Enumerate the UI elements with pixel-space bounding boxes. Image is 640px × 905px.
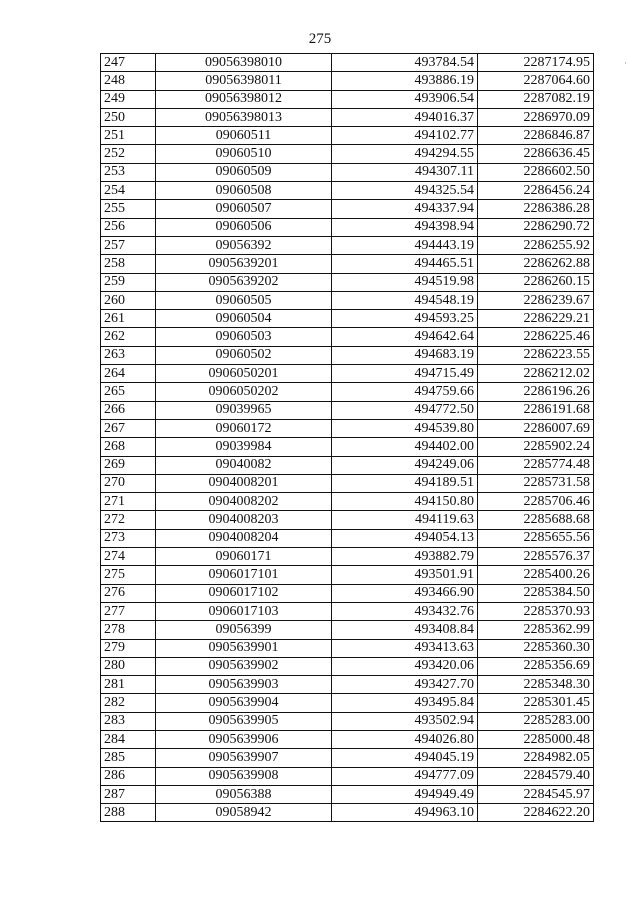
y-coordinate-cell: 2284579.40	[478, 767, 594, 785]
y-coordinate-cell: 2284982.05	[478, 749, 594, 767]
y-coordinate-cell: 2286191.68	[478, 401, 594, 419]
y-coordinate-cell: 2285348.30	[478, 676, 594, 694]
row-number-cell: 270	[101, 474, 156, 492]
row-number-cell: 272	[101, 511, 156, 529]
table-row	[101, 511, 594, 529]
row-number-cell: 262	[101, 328, 156, 346]
point-code-cell: 09056388	[156, 785, 332, 803]
point-code-cell: 09040082	[156, 456, 332, 474]
table-row	[101, 785, 594, 803]
y-coordinate-cell: 2285362.99	[478, 621, 594, 639]
table-row	[101, 401, 594, 419]
coordinates-table-body	[101, 54, 594, 822]
row-number-cell: 267	[101, 419, 156, 437]
x-coordinate-cell: 494026.80	[332, 730, 478, 748]
x-coordinate-cell: 494963.10	[332, 804, 478, 822]
row-number-cell: 283	[101, 712, 156, 730]
y-coordinate-cell: 2285301.45	[478, 694, 594, 712]
y-coordinate-cell: 2286212.02	[478, 365, 594, 383]
point-code-cell: 0905639906	[156, 730, 332, 748]
table-row	[101, 694, 594, 712]
x-coordinate-cell: 494642.64	[332, 328, 478, 346]
table-row	[101, 236, 594, 254]
table-row	[101, 365, 594, 383]
table-row	[101, 346, 594, 364]
table-row	[101, 639, 594, 657]
x-coordinate-cell: 494119.63	[332, 511, 478, 529]
point-code-cell: 09060508	[156, 182, 332, 200]
table-row	[101, 54, 594, 72]
row-number-cell: 263	[101, 346, 156, 364]
point-code-cell: 0905639904	[156, 694, 332, 712]
table-row	[101, 456, 594, 474]
x-coordinate-cell: 494548.19	[332, 291, 478, 309]
x-coordinate-cell: 494949.49	[332, 785, 478, 803]
point-code-cell: 0905639903	[156, 676, 332, 694]
y-coordinate-cell: 2286636.45	[478, 145, 594, 163]
y-coordinate-cell: 2287174.95	[478, 54, 594, 72]
x-coordinate-cell: 493413.63	[332, 639, 478, 657]
table-row	[101, 438, 594, 456]
table-row	[101, 804, 594, 822]
row-number-cell: 254	[101, 182, 156, 200]
x-coordinate-cell: 494102.77	[332, 127, 478, 145]
table-row	[101, 163, 594, 181]
y-coordinate-cell: 2286456.24	[478, 182, 594, 200]
y-coordinate-cell: 2286262.88	[478, 255, 594, 273]
x-coordinate-cell: 493427.70	[332, 676, 478, 694]
row-number-cell: 269	[101, 456, 156, 474]
table-row	[101, 218, 594, 236]
row-number-cell: 265	[101, 383, 156, 401]
y-coordinate-cell: 2285688.68	[478, 511, 594, 529]
point-code-cell: 0906050202	[156, 383, 332, 401]
row-number-cell: 249	[101, 90, 156, 108]
x-coordinate-cell: 494045.19	[332, 749, 478, 767]
row-number-cell: 273	[101, 529, 156, 547]
point-code-cell: 09056398010	[156, 54, 332, 72]
row-number-cell: 260	[101, 291, 156, 309]
point-code-cell: 0906050201	[156, 365, 332, 383]
y-coordinate-cell: 2285356.69	[478, 657, 594, 675]
x-coordinate-cell: 494016.37	[332, 108, 478, 126]
row-number-cell: 268	[101, 438, 156, 456]
x-coordinate-cell: 494772.50	[332, 401, 478, 419]
y-coordinate-cell: 2285731.58	[478, 474, 594, 492]
y-coordinate-cell: 2286229.21	[478, 310, 594, 328]
point-code-cell: 0904008203	[156, 511, 332, 529]
row-number-cell: 247	[101, 54, 156, 72]
x-coordinate-cell: 494307.11	[332, 163, 478, 181]
y-coordinate-cell: 2285706.46	[478, 493, 594, 511]
x-coordinate-cell: 494465.51	[332, 255, 478, 273]
point-code-cell: 0906017102	[156, 584, 332, 602]
x-coordinate-cell: 494759.66	[332, 383, 478, 401]
x-coordinate-cell: 494593.25	[332, 310, 478, 328]
point-code-cell: 09056398013	[156, 108, 332, 126]
y-coordinate-cell: 2286239.67	[478, 291, 594, 309]
row-number-cell: 261	[101, 310, 156, 328]
x-coordinate-cell: 493495.84	[332, 694, 478, 712]
y-coordinate-cell: 2285370.93	[478, 602, 594, 620]
row-number-cell: 275	[101, 566, 156, 584]
x-coordinate-cell: 494777.09	[332, 767, 478, 785]
row-number-cell: 251	[101, 127, 156, 145]
row-number-cell: 256	[101, 218, 156, 236]
x-coordinate-cell: 494519.98	[332, 273, 478, 291]
table-row	[101, 602, 594, 620]
table-row	[101, 328, 594, 346]
point-code-cell: 0904008202	[156, 493, 332, 511]
row-number-cell: 253	[101, 163, 156, 181]
point-code-cell: 09060506	[156, 218, 332, 236]
x-coordinate-cell: 493784.54	[332, 54, 478, 72]
point-code-cell: 09060504	[156, 310, 332, 328]
row-number-cell: 282	[101, 694, 156, 712]
table-row	[101, 493, 594, 511]
scan-edge-mark: ·	[624, 58, 627, 68]
table-row	[101, 255, 594, 273]
point-code-cell: 09060502	[156, 346, 332, 364]
y-coordinate-cell: 2286970.09	[478, 108, 594, 126]
y-coordinate-cell: 2285400.26	[478, 566, 594, 584]
y-coordinate-cell: 2285384.50	[478, 584, 594, 602]
row-number-cell: 257	[101, 236, 156, 254]
y-coordinate-cell: 2285576.37	[478, 548, 594, 566]
y-coordinate-cell: 2286846.87	[478, 127, 594, 145]
x-coordinate-cell: 494054.13	[332, 529, 478, 547]
table-row	[101, 749, 594, 767]
point-code-cell: 0905639901	[156, 639, 332, 657]
table-row	[101, 474, 594, 492]
point-code-cell: 0906017101	[156, 566, 332, 584]
row-number-cell: 259	[101, 273, 156, 291]
table-row	[101, 584, 594, 602]
point-code-cell: 09060171	[156, 548, 332, 566]
coordinates-table	[100, 53, 594, 822]
row-number-cell: 280	[101, 657, 156, 675]
x-coordinate-cell: 494189.51	[332, 474, 478, 492]
row-number-cell: 278	[101, 621, 156, 639]
table-row	[101, 621, 594, 639]
x-coordinate-cell: 494325.54	[332, 182, 478, 200]
y-coordinate-cell: 2285000.48	[478, 730, 594, 748]
table-row	[101, 712, 594, 730]
row-number-cell: 284	[101, 730, 156, 748]
x-coordinate-cell: 493501.91	[332, 566, 478, 584]
x-coordinate-cell: 494249.06	[332, 456, 478, 474]
point-code-cell: 09060510	[156, 145, 332, 163]
table-row	[101, 730, 594, 748]
point-code-cell: 09060511	[156, 127, 332, 145]
point-code-cell: 0905639908	[156, 767, 332, 785]
y-coordinate-cell: 2285283.00	[478, 712, 594, 730]
y-coordinate-cell: 2286196.26	[478, 383, 594, 401]
x-coordinate-cell: 494443.19	[332, 236, 478, 254]
row-number-cell: 248	[101, 72, 156, 90]
table-row	[101, 108, 594, 126]
point-code-cell: 09056398011	[156, 72, 332, 90]
y-coordinate-cell: 2284545.97	[478, 785, 594, 803]
y-coordinate-cell: 2286225.46	[478, 328, 594, 346]
y-coordinate-cell: 2286260.15	[478, 273, 594, 291]
y-coordinate-cell: 2285774.48	[478, 456, 594, 474]
row-number-cell: 281	[101, 676, 156, 694]
point-code-cell: 09039984	[156, 438, 332, 456]
row-number-cell: 266	[101, 401, 156, 419]
table-row	[101, 548, 594, 566]
point-code-cell: 09060509	[156, 163, 332, 181]
y-coordinate-cell: 2284622.20	[478, 804, 594, 822]
table-row	[101, 566, 594, 584]
x-coordinate-cell: 493906.54	[332, 90, 478, 108]
point-code-cell: 0905639201	[156, 255, 332, 273]
y-coordinate-cell: 2285655.56	[478, 529, 594, 547]
point-code-cell: 09056399	[156, 621, 332, 639]
y-coordinate-cell: 2287064.60	[478, 72, 594, 90]
point-code-cell: 09060507	[156, 200, 332, 218]
row-number-cell: 255	[101, 200, 156, 218]
point-code-cell: 0906017103	[156, 602, 332, 620]
row-number-cell: 274	[101, 548, 156, 566]
x-coordinate-cell: 494150.80	[332, 493, 478, 511]
table-row	[101, 291, 594, 309]
row-number-cell: 288	[101, 804, 156, 822]
x-coordinate-cell: 493432.76	[332, 602, 478, 620]
point-code-cell: 0904008204	[156, 529, 332, 547]
point-code-cell: 09060503	[156, 328, 332, 346]
row-number-cell: 250	[101, 108, 156, 126]
table-row	[101, 182, 594, 200]
x-coordinate-cell: 494683.19	[332, 346, 478, 364]
point-code-cell: 09058942	[156, 804, 332, 822]
x-coordinate-cell: 494715.49	[332, 365, 478, 383]
table-row	[101, 273, 594, 291]
point-code-cell: 09056392	[156, 236, 332, 254]
table-row	[101, 767, 594, 785]
y-coordinate-cell: 2286386.28	[478, 200, 594, 218]
x-coordinate-cell: 494294.55	[332, 145, 478, 163]
x-coordinate-cell: 494337.94	[332, 200, 478, 218]
table-row	[101, 90, 594, 108]
x-coordinate-cell: 494402.00	[332, 438, 478, 456]
x-coordinate-cell: 493886.19	[332, 72, 478, 90]
row-number-cell: 271	[101, 493, 156, 511]
point-code-cell: 0905639202	[156, 273, 332, 291]
x-coordinate-cell: 493882.79	[332, 548, 478, 566]
table-row	[101, 676, 594, 694]
y-coordinate-cell: 2285902.24	[478, 438, 594, 456]
table-row	[101, 310, 594, 328]
y-coordinate-cell: 2286255.92	[478, 236, 594, 254]
table-row	[101, 657, 594, 675]
x-coordinate-cell: 494539.80	[332, 419, 478, 437]
x-coordinate-cell: 493466.90	[332, 584, 478, 602]
page-number: 275	[308, 31, 332, 47]
row-number-cell: 287	[101, 785, 156, 803]
table-row	[101, 529, 594, 547]
y-coordinate-cell: 2285360.30	[478, 639, 594, 657]
x-coordinate-cell: 493420.06	[332, 657, 478, 675]
x-coordinate-cell: 493408.84	[332, 621, 478, 639]
table-row	[101, 383, 594, 401]
x-coordinate-cell: 494398.94	[332, 218, 478, 236]
point-code-cell: 09060172	[156, 419, 332, 437]
table-row	[101, 127, 594, 145]
point-code-cell: 09039965	[156, 401, 332, 419]
row-number-cell: 279	[101, 639, 156, 657]
row-number-cell: 252	[101, 145, 156, 163]
x-coordinate-cell: 493502.94	[332, 712, 478, 730]
row-number-cell: 285	[101, 749, 156, 767]
table-row	[101, 72, 594, 90]
row-number-cell: 264	[101, 365, 156, 383]
row-number-cell: 277	[101, 602, 156, 620]
table-row	[101, 419, 594, 437]
y-coordinate-cell: 2286223.55	[478, 346, 594, 364]
table-row	[101, 200, 594, 218]
point-code-cell: 0905639905	[156, 712, 332, 730]
row-number-cell: 276	[101, 584, 156, 602]
point-code-cell: 09060505	[156, 291, 332, 309]
point-code-cell: 0905639907	[156, 749, 332, 767]
y-coordinate-cell: 2286290.72	[478, 218, 594, 236]
y-coordinate-cell: 2286007.69	[478, 419, 594, 437]
y-coordinate-cell: 2286602.50	[478, 163, 594, 181]
table-row	[101, 145, 594, 163]
row-number-cell: 286	[101, 767, 156, 785]
point-code-cell: 0904008201	[156, 474, 332, 492]
point-code-cell: 0905639902	[156, 657, 332, 675]
point-code-cell: 09056398012	[156, 90, 332, 108]
row-number-cell: 258	[101, 255, 156, 273]
y-coordinate-cell: 2287082.19	[478, 90, 594, 108]
